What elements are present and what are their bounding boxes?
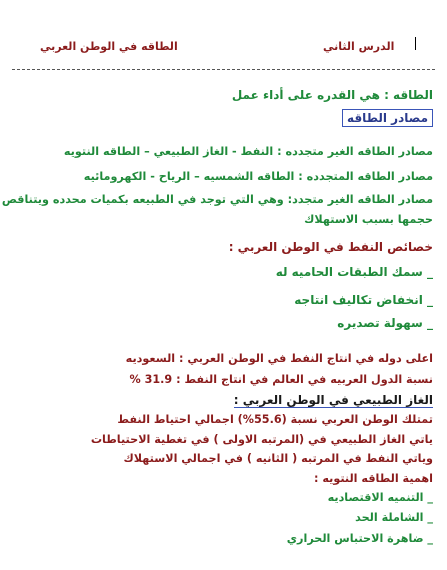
energy-sources-heading: مصادر الطاقه: [342, 111, 433, 125]
natural-gas-heading: الغاز الطبيعي في الوطن العربي :: [233, 393, 433, 407]
oil-property-item: _ سمك الطبقات الحاميه له: [275, 265, 433, 279]
oil-property-item: _ انخفاض تكاليف انتاجه: [294, 293, 433, 307]
lesson-number: الدرس الثاني: [323, 40, 395, 53]
nuclear-importance-item: _ الشاملة الحد: [355, 511, 433, 524]
nuclear-importance-item: _ التنميه الاقتصاديه: [327, 491, 433, 504]
arab-oil-share-line: نسبة الدول العربيه في العالم في انتاج النفط : 31.9 %: [129, 373, 433, 386]
nonrenewable-sources-line: مصادر الطاقه الغير متجدده : النفط - الغاز الطبيعي – الطاقه النتويه: [63, 145, 433, 158]
lesson-title: الطاقه في الوطن العربي: [40, 40, 178, 53]
oil-property-item: _ سهولة تصديره: [337, 316, 433, 330]
header-divider: [12, 69, 435, 70]
oil-reserve-line: تمتلك الوطن العربي نسبة (55.6%) اجمالي احتياط النفط: [117, 413, 433, 426]
energy-definition: الطاقه : هي القدره على أداء عمل: [231, 88, 433, 102]
nonrenewable-definition-line1: مصادر الطاقه الغير متجدد: وهي التي توجد في الطبيعه بكميات محدده ويتناقص: [1, 193, 433, 206]
renewable-sources-line: مصادر الطاقه المتجدده : الطاقه الشمسيه – الرياح - الكهرومائيه: [83, 170, 433, 183]
nuclear-importance-item: _ ضاهرة الاحتباس الحراري: [286, 532, 433, 545]
oil-rank-line: وياتي النفط في المرتبه ( الثانيه ) في اجمالي الاستهلاك: [123, 452, 433, 465]
nuclear-importance-heading: اهمية الطاقه النتويه :: [313, 472, 433, 485]
top-oil-producer-line: اعلى دوله في انتاج النفط في الوطن العربي : السعوديه: [125, 352, 433, 365]
text-cursor: [415, 37, 416, 50]
gas-rank-line: ياتي الغاز الطبيعي في (المرتبه الاولى ) في تغطية الاحتياطات: [90, 433, 433, 446]
oil-properties-heading: خصائص النفط في الوطن العربي :: [228, 240, 433, 254]
nonrenewable-definition-line2: حجمها بسبب الاستهلاك: [304, 213, 433, 226]
